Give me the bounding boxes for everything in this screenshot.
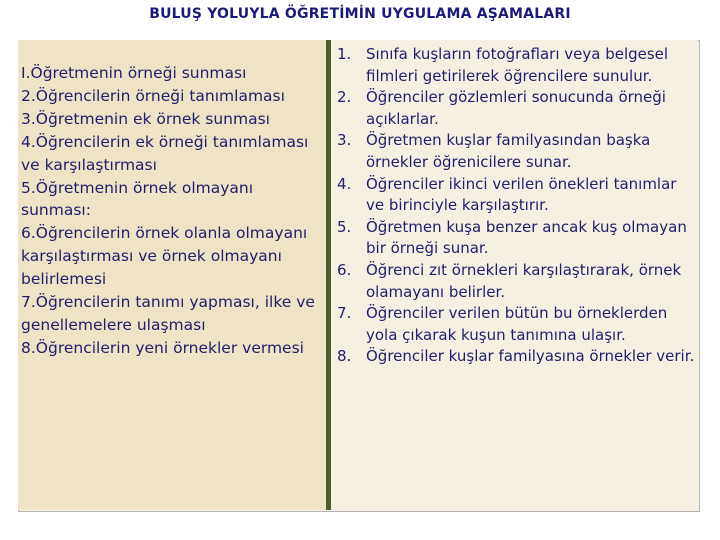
example-step-text: Öğretmen kuşa benzer ancak kuş olmayan bir örneği sunar. [366, 217, 687, 258]
example-step-number: 1. [337, 45, 352, 63]
example-step-text: Öğrenci zıt örnekleri karşılaştırarak, örnek olamayanı belirler. [366, 260, 682, 301]
example-step-number: 8. [337, 347, 352, 366]
teaching-step-3: 3.Öğretmenin ek örnek sunması [21, 109, 270, 128]
example-step-number: 7. [337, 304, 352, 323]
example-step-number: 5. [337, 217, 352, 236]
example-step-2 [333, 87, 698, 130]
example-step-text: Öğrenciler kuşlar familyasına örnekler verir. [366, 347, 695, 366]
teaching-step-8: 8.Öğrencilerin yeni örnekler vermesi [21, 338, 304, 357]
example-step-text: Öğrenciler ikinci verilen önekleri tanımlar ve birinciyle karşılaştırır. [366, 174, 677, 215]
example-step-6 [333, 260, 698, 303]
example-step-number: 2. [337, 88, 352, 107]
teaching-step-1: I.Öğretmenin örneği sunması [21, 64, 247, 82]
example-step-8 [333, 346, 698, 368]
panel-divider [326, 40, 331, 510]
example-step-1 [333, 44, 698, 87]
example-step-text: Sınıfa kuşların fotoğrafları veya belgesel filmleri getirilerek öğrencilere sunulur. [366, 45, 669, 85]
example-step-7 [333, 303, 698, 346]
example-steps-list [333, 44, 698, 368]
example-step-3 [333, 130, 698, 173]
teaching-step-7: 7.Öğrencilerin tanımı yapması, ilke ve genellemelere ulaşması [21, 293, 315, 334]
example-step-text: Öğrenciler verilen bütün bu örneklerden yola çıkarak kuşun tanımına ulaşır. [366, 304, 668, 344]
slide-title: BULUŞ YOLUYLA ÖĞRETİMİN UYGULAMA AŞAMALARI [149, 6, 571, 22]
teaching-step-2: 2.Öğrencilerin örneği tanımlaması [21, 86, 285, 105]
teaching-step-5: 5.Öğretmenin örnek olmayanı sunması: [21, 178, 254, 220]
example-step-number: 6. [337, 260, 352, 279]
example-step-5 [333, 217, 698, 260]
example-step-text: Öğrenciler gözlemleri sonucunda örneği açıklarlar. [366, 88, 666, 128]
example-step-number: 3. [337, 131, 352, 150]
teaching-step-6: 6.Öğrencilerin örnek olanla olmayanı karşılaştırması ve örnek olmayanı belirlemesi [21, 224, 308, 289]
example-step-number: 4. [337, 174, 352, 193]
teaching-step-4: 4.Öğrencilerin ek örneği tanımlaması ve karşılaştırması [21, 132, 309, 174]
teaching-steps-list [21, 62, 326, 360]
example-step-4 [333, 174, 698, 217]
example-step-text: Öğretmen kuşlar familyasından başka örnekler öğrenicilere sunar. [366, 131, 651, 171]
